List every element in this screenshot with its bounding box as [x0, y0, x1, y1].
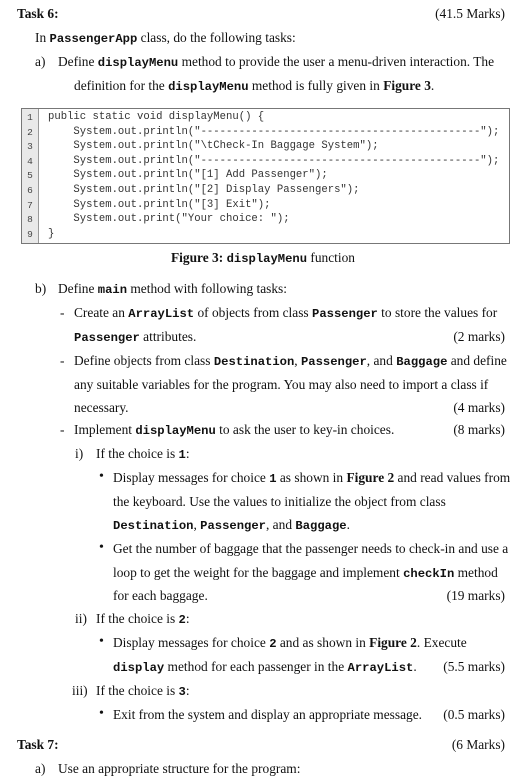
code-line: System.out.println("[2] Display Passengers"); — [48, 184, 360, 196]
dash-marker: - — [60, 422, 65, 437]
task6-title: Task 6: — [17, 6, 59, 21]
code-line-number: 2 — [27, 126, 33, 138]
iii-b1-line1: Exit from the system and display an appropriate message. — [113, 707, 423, 722]
i-b2-line2: loop to get the weight for the baggage and implement checkIn method — [113, 565, 498, 581]
code-line: public static void displayMenu() { — [48, 111, 265, 123]
dash3-marks: (8 marks) — [453, 422, 505, 437]
sub-iii-text: If the choice is 3: — [96, 683, 190, 699]
code-line-number: 8 — [27, 214, 33, 226]
code-line-number: 3 — [27, 141, 33, 153]
dash2-line2: any suitable variables for the program. You may also need to import a class if — [74, 377, 489, 392]
code-line-number: 9 — [27, 228, 33, 240]
dash3-line: Implement displayMenu to ask the user to key-in choices. — [74, 422, 395, 438]
dash1-line2: Passenger attributes. — [74, 329, 197, 345]
sub-ii-label: ii) — [75, 611, 87, 626]
task6-intro: In PassengerApp class, do the following tasks: — [35, 30, 296, 46]
i-b1-line3: Destination, Passenger, and Baggage. — [113, 517, 350, 533]
sub-i-text: If the choice is 1: — [96, 446, 190, 462]
task6-a-label: a) — [35, 54, 46, 69]
line-number-gutter — [22, 109, 39, 243]
task6-a-line2: definition for the displayMenu method is fully given in Figure 3. — [74, 78, 435, 94]
sub-ii-text: If the choice is 2: — [96, 611, 190, 627]
i-b2-line1: Get the number of baggage that the passenger needs to check-in and use a — [113, 541, 509, 556]
code-line-number: 5 — [27, 170, 33, 182]
dash1-marks: (2 marks) — [453, 329, 505, 344]
ii-b1-marks: (5.5 marks) — [443, 659, 505, 674]
figure-3-caption: Figure 3: displayMenu function — [171, 250, 355, 266]
task7-a-label: a) — [35, 761, 46, 776]
ii-b1-line1: Display messages for choice 2 and as shown in Figure 2. Execute — [113, 635, 467, 651]
dash2-marks: (4 marks) — [453, 400, 505, 415]
code-line: System.out.println("[1] Add Passenger"); — [48, 169, 328, 182]
code-line: } — [48, 227, 55, 240]
ii-b1-line2: display method for each passenger in the ArrayList. — [113, 659, 417, 675]
code-line: System.out.println("--------------------------------------------"); — [48, 154, 500, 167]
code-line: System.out.println("\tCheck-In Baggage System"); — [48, 140, 379, 153]
bullet: • — [99, 706, 104, 721]
task6-a-line1: Define displayMenu method to provide the user a menu-driven interaction. The — [58, 54, 495, 70]
dash2-line1: Define objects from class Destination, Passenger, and Baggage and define — [74, 353, 507, 369]
code-line-number: 6 — [27, 185, 33, 196]
i-b1-line2: the keyboard. Use the values to initialize the object from class — [113, 494, 446, 509]
dash2-line3: necessary. — [74, 400, 129, 415]
dash-marker: - — [60, 353, 65, 368]
dash1-line1: Create an ArrayList of objects from class Passenger to store the values for — [74, 305, 498, 321]
i-b2-marks: (19 marks) — [446, 588, 505, 603]
code-line: System.out.println("[3] Exit"); — [48, 198, 271, 211]
task6-marks: (41.5 Marks) — [435, 6, 505, 21]
bullet: • — [99, 540, 104, 555]
task6-b-line1: Define main method with following tasks: — [58, 281, 287, 297]
task7-marks: (6 Marks) — [451, 737, 505, 752]
task7-title: Task 7: — [17, 737, 59, 752]
code-line-number: 4 — [27, 155, 33, 167]
code-listing — [21, 108, 510, 244]
i-b1-line1: Display messages for choice 1 as shown in Figure 2 and read values from — [113, 470, 511, 486]
i-b2-line3: for each baggage. — [113, 588, 208, 603]
bullet: • — [99, 634, 104, 649]
code-line: System.out.print("Your choice: "); — [48, 213, 290, 226]
class-name: PassengerApp — [49, 32, 138, 46]
code-line-number: 1 — [27, 112, 33, 123]
sub-iii-label: iii) — [72, 683, 88, 698]
task6-b-label: b) — [35, 281, 47, 296]
iii-b1-marks: (0.5 marks) — [443, 707, 505, 722]
dash-marker: - — [60, 305, 65, 320]
bullet: • — [99, 469, 104, 484]
task7-a-text: Use an appropriate structure for the program: — [58, 761, 301, 776]
code-line-number: 7 — [27, 199, 33, 211]
code-line: System.out.println("--------------------------------------------"); — [48, 125, 500, 138]
sub-i-label: i) — [75, 446, 84, 461]
